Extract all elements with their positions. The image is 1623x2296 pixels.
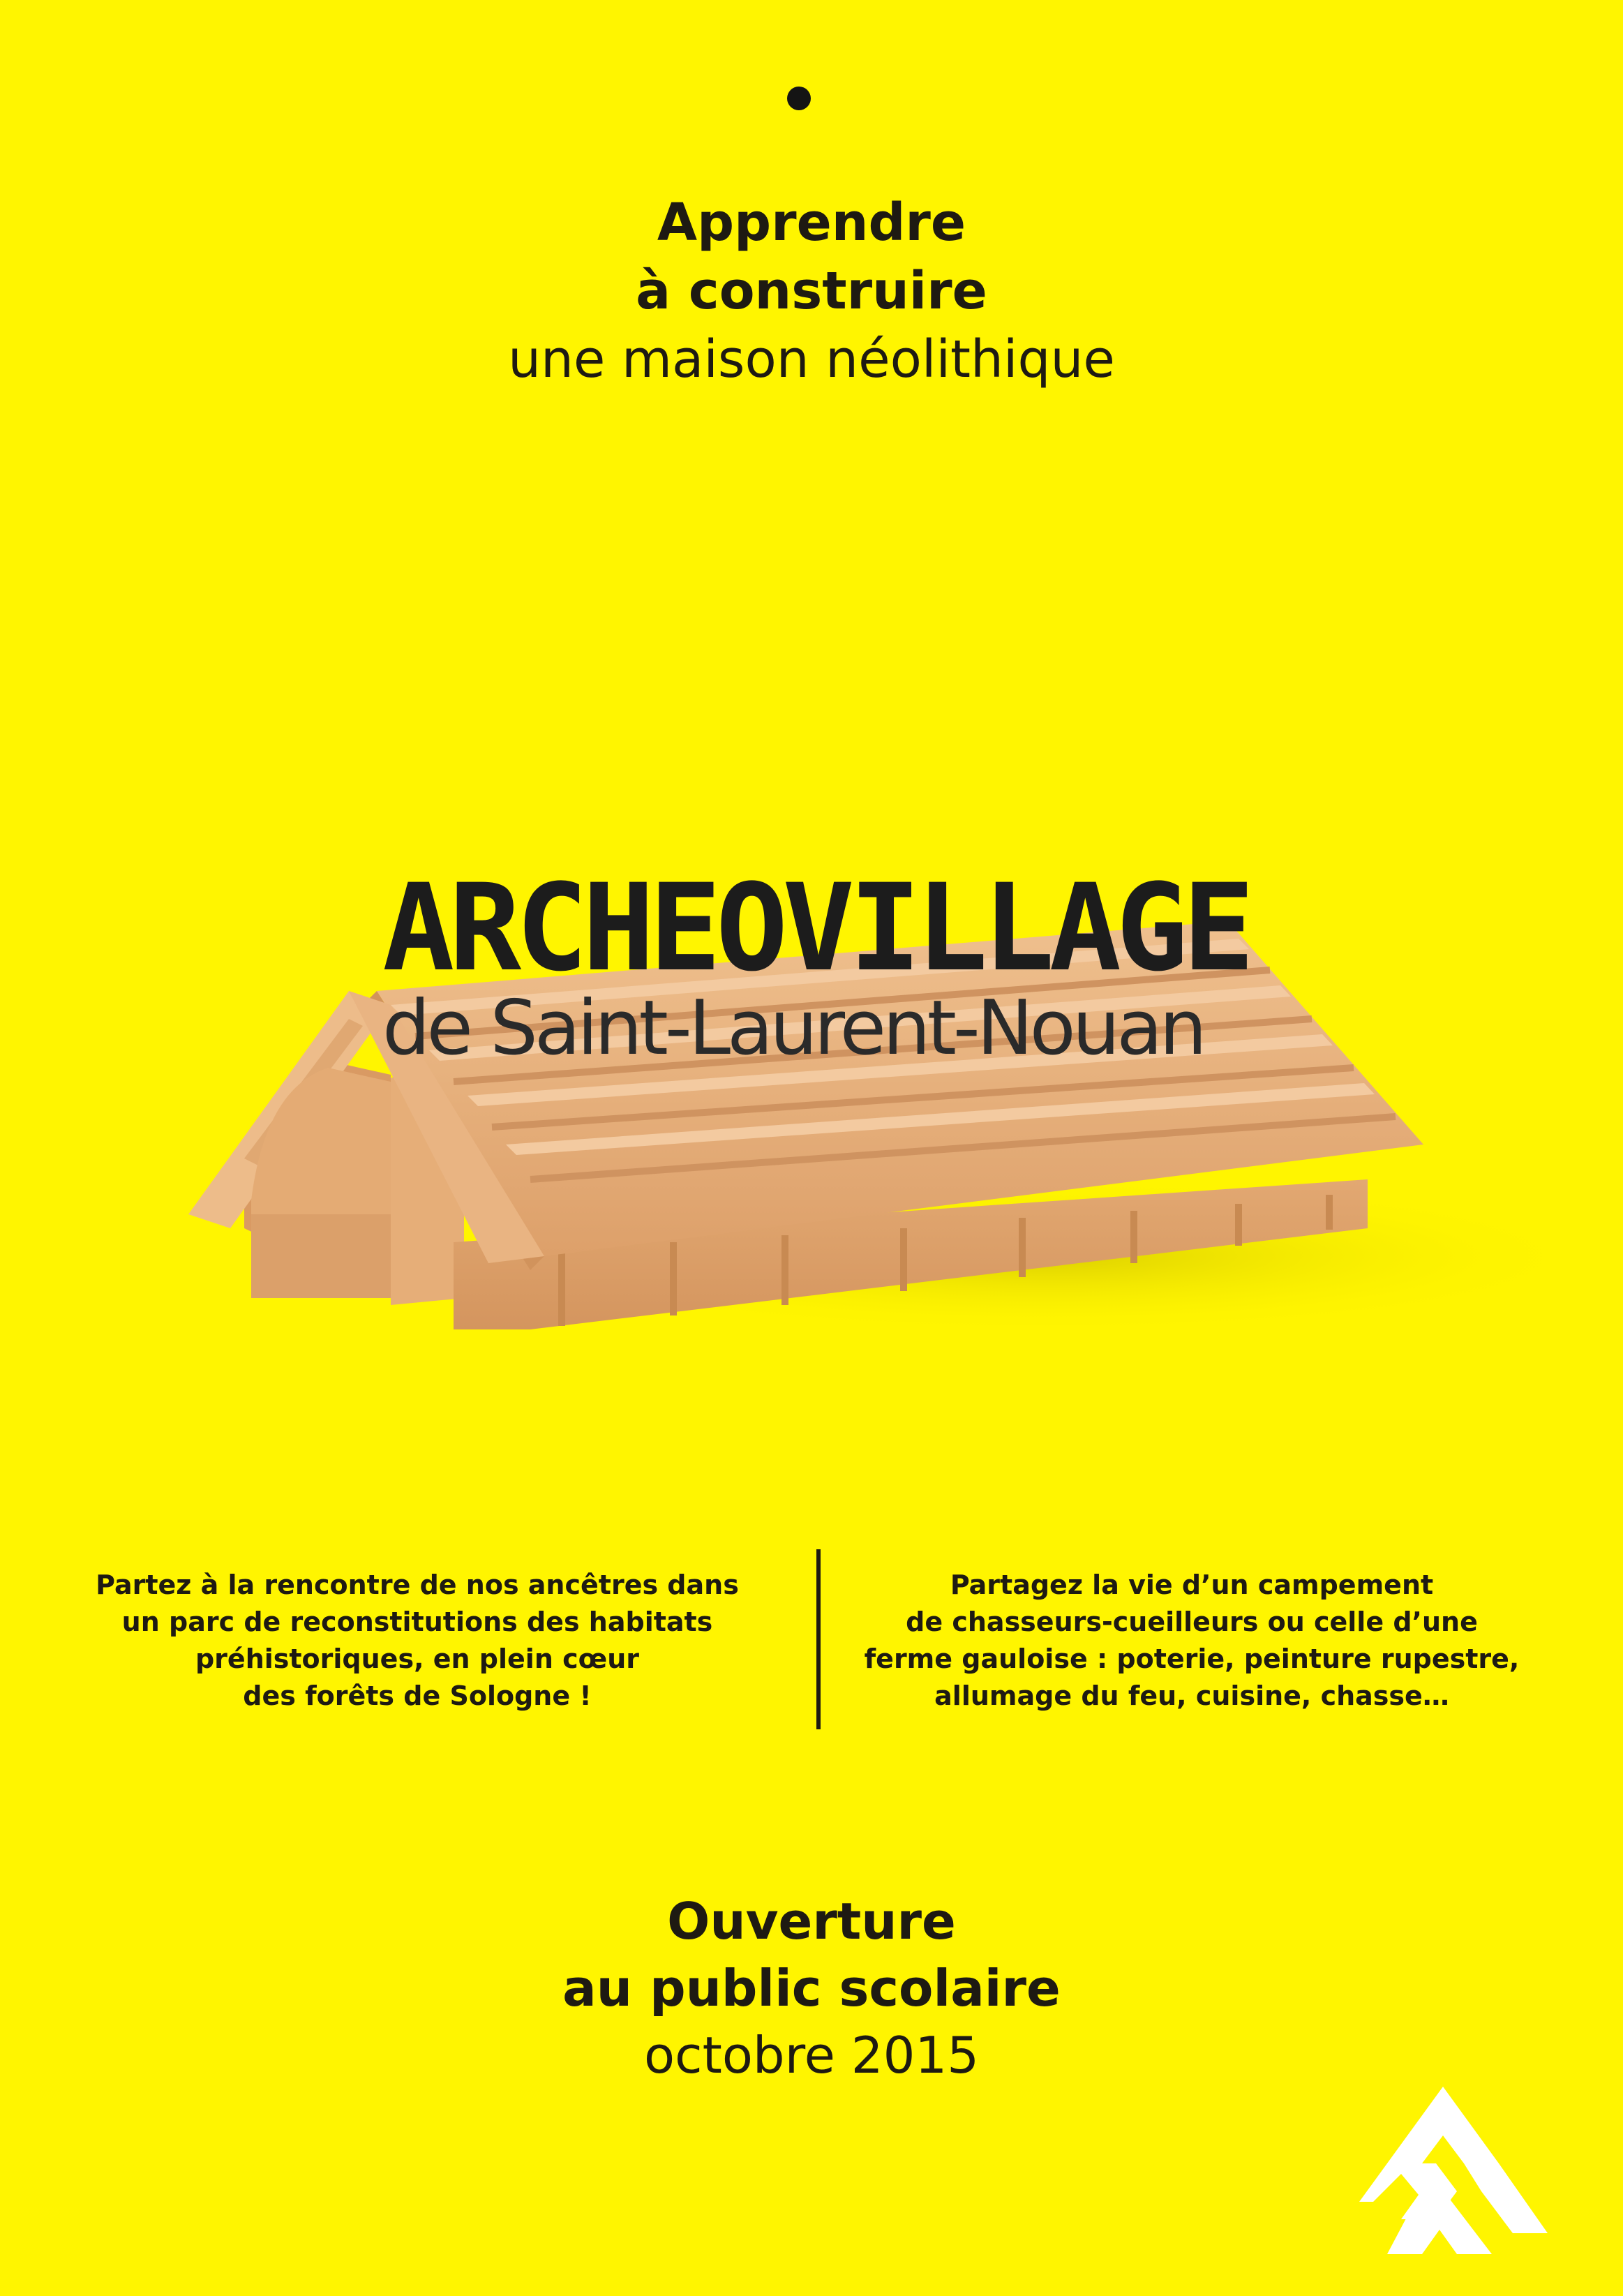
intro-right-column: [864, 1567, 1520, 1715]
left-line-3: préhistoriques, en plein cœur: [195, 1643, 640, 1674]
headline-line-3: une maison néolithique: [508, 329, 1115, 389]
title-block: [382, 858, 1276, 1072]
opening-date: octobre 2015: [643, 2026, 980, 2085]
right-line-1: Partagez la vie d’un campement: [950, 1570, 1434, 1600]
column-divider: [816, 1549, 821, 1729]
right-line-2: de chasseurs-cueilleurs ou celle d’une: [906, 1607, 1478, 1637]
left-line-1: Partez à la rencontre de nos ancêtres dans: [96, 1570, 739, 1600]
mountains-logo-icon: [1359, 2087, 1548, 2254]
left-line-2: un parc de reconstitutions des habitats: [121, 1607, 713, 1637]
opening-line-1: Ouverture: [667, 1892, 956, 1951]
title-location: de Saint-Laurent-Nouan: [382, 985, 1204, 1072]
opening-line-2: au public scolaire: [562, 1959, 1061, 2018]
right-line-4: allumage du feu, cuisine, chasse…: [934, 1680, 1449, 1711]
right-line-3: ferme gauloise : poterie, peinture rupestre,: [864, 1643, 1520, 1674]
title-archeovillage: ARCHEOVILLAGE: [382, 858, 1250, 998]
opening-info: [0, 1888, 1623, 2089]
headline-line-1: Apprendre: [657, 193, 966, 253]
headline-line-2: à construire: [636, 261, 987, 321]
left-line-4: des forêts de Sologne !: [243, 1680, 592, 1711]
intro-left-column: [89, 1567, 745, 1715]
